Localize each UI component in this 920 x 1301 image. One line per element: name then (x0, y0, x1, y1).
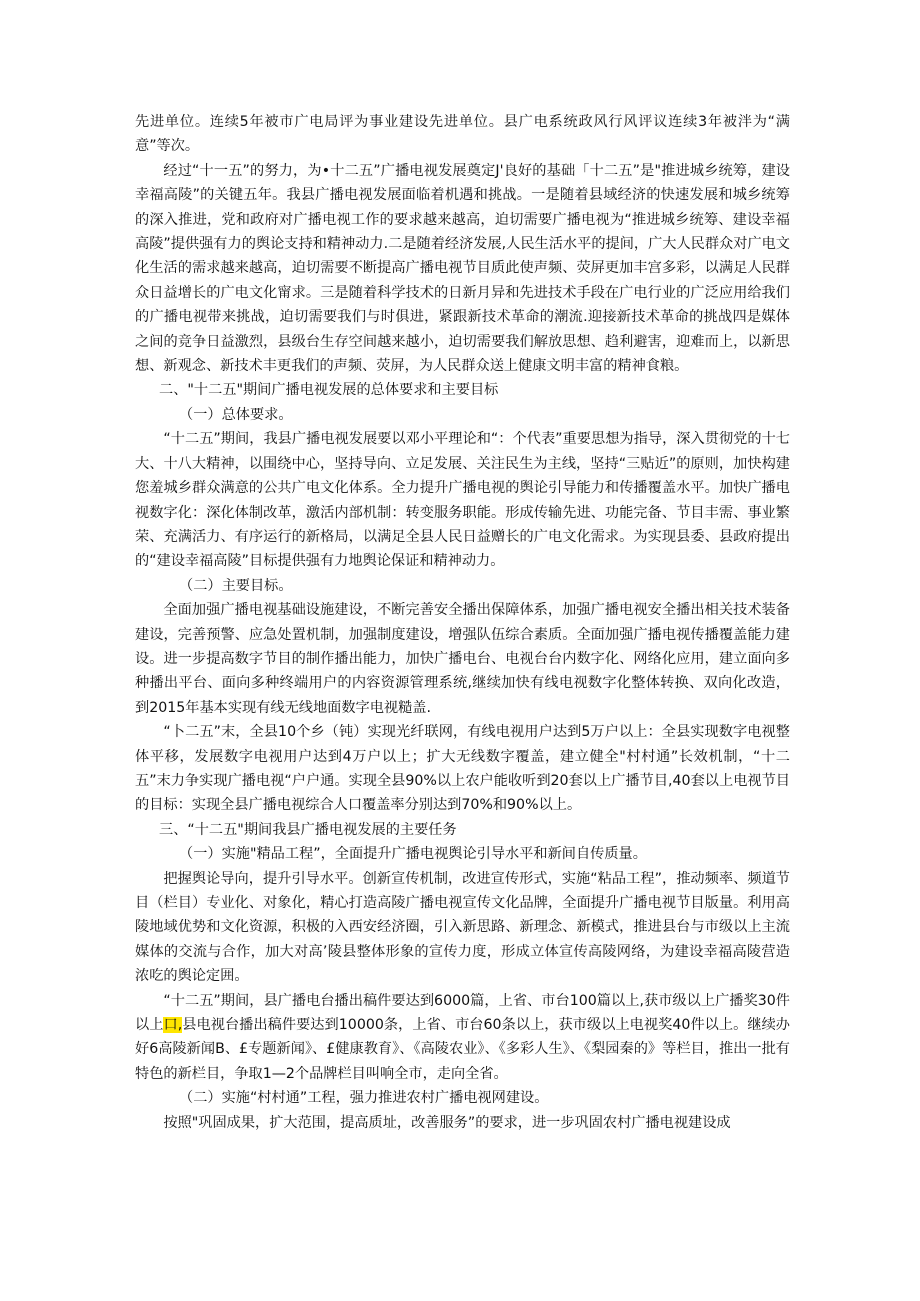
paragraph-2: 经过“十一五”的努力，为•十二五”广播电视发展奠定J'良好的基础「十二五”是"推进城乡统筹，建设幸福高陵”的关键五年。我县广播电视发展面临着机遇和挑战。一是随着县域经济的快速发展和城乡统筹的深入推进，党和政府对广播电视工作的要求越来越高，迫切需要广播电视为“推进城乡统筹、建设幸福高陵”提供强有力的舆论支持和精神动力.二是随着经济发展,人民生活水平的提间，广大人民群众对广电文化生活的需求越来越高，迫切需要不断提高广播电视节目质此使声频、荧屏更加丰宫多彩，以满足人民群众日益增长的广电文化甯求。三是随着科学技术的日新月异和先进技术手段在广电行业的广泛应用给我们的广播电视带来挑战，迫切需要我们与时俱进，紧跟新技术革命的潮流.迎接新技术革命的挑战四是媒体之间的竞争日益激烈，县级台生存空间越来越小，迫切需要我们解放思想、趋利避害，迎难而上，以新思想、新观念、新技术丰更我们的声频、荧屏，为人民群众送上健康文明丰富的精神食粮。 (135, 162, 790, 375)
subheading-main-goals: （二）主要目标。 (179, 577, 293, 594)
paragraph-7 (135, 989, 790, 1087)
paragraph-7-part-b: 县电视台播出稿件要达到10000条，上省、市台60条以上，获市级以上电视奖40件以上。继续办好6高陵新闻B、£专题新闻》、£健康教育》、《高陵农业》、《多彩人生》、《梨园秦的》等栏目，推出一批有特色的新栏目，争取1—2个品牌栏目叫响全市，走向全省。 (135, 1017, 790, 1082)
section-heading-2: 二、"十二五"期间广播电视发展的总体要求和主要目标 (159, 382, 499, 399)
paragraph-8: 按照"巩固成果，扩大范围，提高质址，改善服务”的要求，进一步巩固农村广播电视建设成 (163, 1114, 731, 1131)
paragraph-1: 先进单位。连续5年被市广电局评为事业建设先进单位。县广电系统政风行风评议连续3年被泮为“满意”等次。 (135, 114, 790, 155)
paragraph-3: “十二五”期间，我县广播电视发展要以邓小平理论和“：个代表”重要思想为指导，深入贯彻党的十七大、十八大精神，以围绕中心，坚持导向、立足发展、关注民生为主线，坚持“三贴近”的原则，加快构建您羞城乡群众满意的公共广电文化体系。全力提升广播电视的舆论引导能力和传播覆盖水平。加快广播电视数字化：深化体制改革，激活内部机制：转变服务职能。形成传输先进、功能完备、节目丰需、事业繁荣、充满活力、有序运行的新格局，以满足全县人民日益赠长的广电文化需求。为实现县委、县政府提出的“建设幸福高陵”目标提供强有力地舆论保证和精神动力。 (135, 431, 790, 570)
subheading-quality-project: （一）实施"精品工程”，全面提升广播电视舆论引导水平和新间自传质量。 (179, 846, 647, 863)
paragraph-6: 把握舆论导向，提升引导水平。创新宣传机制，改进宣传形式，实施“粘品工程”，推动频率、频道节目（栏目）专业化、对象化，精心打造高陵广播电视宣传文化品牌，全面提升广播电视节目版量。利用高陵地域优势和文化资源，积极的入西安经济圈，引入新思路、新理念、新模式，推进县台与市级以上主流媒体的交流与合作，加大对高’陵县整体形象的宣传力度，形成立体宣传高陵网络，为建设幸福高陵营造浓吃的舆论定囲。 (135, 870, 790, 985)
paragraph-5: “卜二五”末，全县10个乡（钝）实现光纤联网，有线电视用户达到5万户以上：全县实现数字电视整体平移，发展数字电视用户达到4万户以上；扩大无线数字覆盖，建立健全"村村通”长效机制，“十二五”末力争实现广播电视“户户通。实现全县90%以上农户能收听到20套以上广播节目,40套以上电视节目的目标：实现全县广播电视综合人口覆盖率分别达到70%和90%以上。 (135, 724, 790, 814)
document-body (135, 110, 790, 1135)
section-heading-3: 三、“十二五"期间我县广播电视发展的主要任务 (159, 821, 457, 838)
paragraph-4: 全面加强广播电视基础设施建设，不断完善安全播出保障体系，加强广播电视安全播出相关技术装备建设，完善预警、应急处置机制，加强制度建设，增强队伍综合素质。全面加强广播电视传播覆盖能力建设。进一步提高数字节目的制作播出能力，加快广播电台、电视台台内数字化、网络化应用，建立面向多种播出平台、面向多种终端用户的内容资源管理系统,继续加快有线电视数字化整体转换、双向化改造，到2015年基本实现有线无线地面数字电视糙盖. (135, 602, 790, 716)
highlight-mark: 口, (163, 1017, 183, 1034)
subheading-village-project: （二）实施“村村通”工程，强力推进农村广播电视网建设。 (179, 1090, 549, 1107)
subheading-general-requirements: （一）总体要求。 (179, 406, 293, 423)
paragraph-7-part-a: “十二五”期间，县广播电台播出稿件要达到6000篇，上省、市台100篇以上,获市级以上广播奖30件以上 (135, 992, 790, 1034)
